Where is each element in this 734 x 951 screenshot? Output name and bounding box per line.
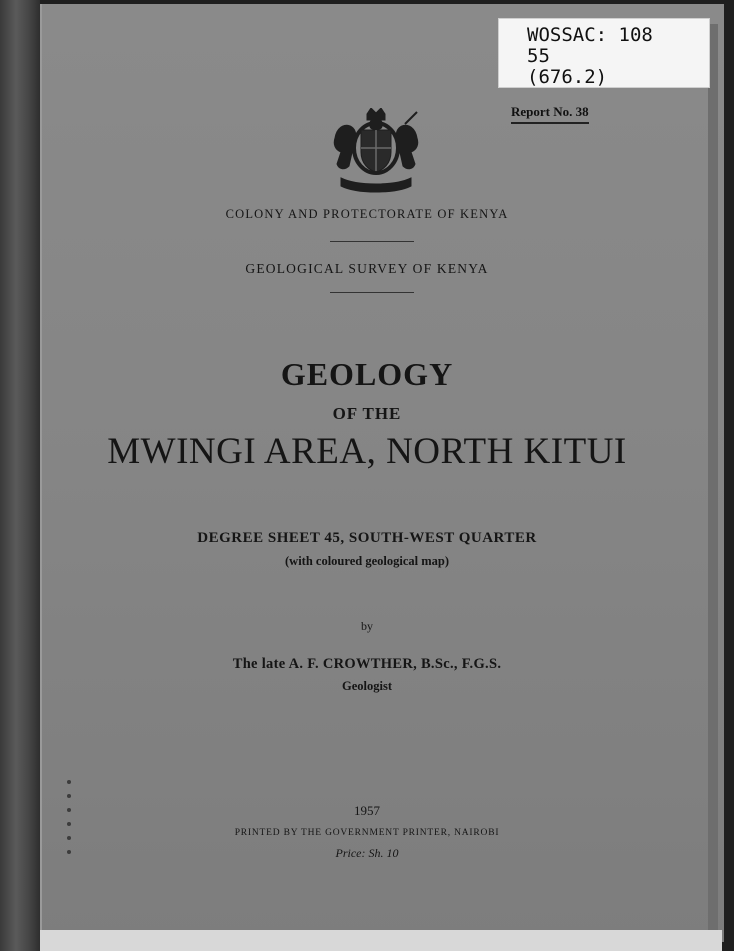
degree-sheet: DEGREE SHEET 45, SOUTH-WEST QUARTER	[197, 530, 537, 546]
divider-rule	[330, 241, 414, 242]
author-name: The late A. F. CROWTHER, B.Sc., F.G.S.	[232, 656, 502, 672]
price-line: Price: Sh. 10	[335, 846, 399, 860]
page-bottom-edge	[40, 930, 722, 951]
by-line: by	[361, 619, 373, 633]
label-line-2: 55	[527, 45, 550, 67]
spine-handwriting	[62, 770, 76, 910]
title-line-1: GEOLOGY	[280, 356, 454, 392]
title-line-3: MWINGI AREA, NORTH KITUI	[107, 431, 627, 472]
title-line-2: OF THE	[332, 404, 402, 423]
label-line-1: WOSSAC: 108	[527, 24, 653, 46]
report-number: Report No. 38	[511, 104, 589, 124]
library-label	[498, 18, 710, 88]
cover-edge	[708, 24, 718, 939]
divider-rule	[330, 292, 414, 293]
label-line-3: (676.2)	[527, 66, 608, 88]
map-note: (with coloured geological map)	[285, 554, 449, 568]
author-role: Geologist	[342, 679, 392, 693]
royal-coat-of-arms-icon	[327, 108, 425, 194]
publication-year: 1957	[354, 803, 380, 818]
printer-line: PRINTED BY THE GOVERNMENT PRINTER, NAIROBI	[234, 828, 500, 838]
colony-heading: COLONY AND PROTECTORATE OF KENYA	[225, 207, 509, 221]
survey-heading: GEOLOGICAL SURVEY OF KENYA	[245, 261, 489, 276]
